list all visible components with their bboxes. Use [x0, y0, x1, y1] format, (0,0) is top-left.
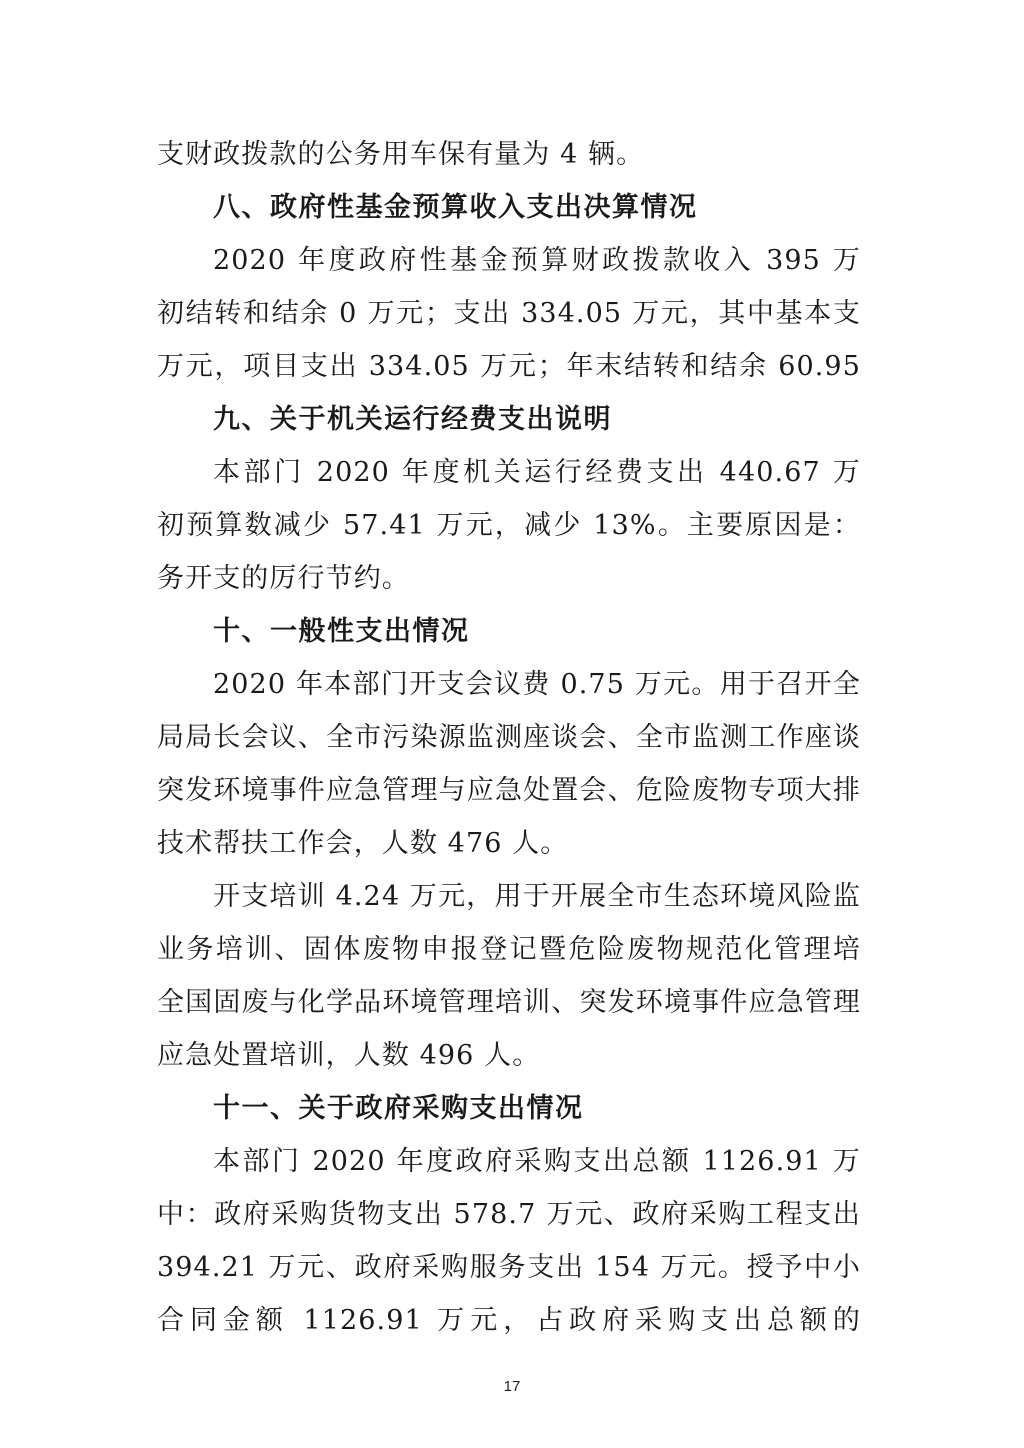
body-line: 局局长会议、全市污染源监测座谈会、全市监测工作座谈 — [157, 722, 861, 753]
body-line: 初结转和结余 0 万元；支出 334.05 万元，其中基本支 — [157, 298, 861, 329]
body-line: 本部门 2020 年度机关运行经费支出 440.67 万 — [213, 457, 861, 488]
body-line: 技术帮扶工作会，人数 476 人。 — [157, 828, 569, 859]
body-line: 2020 年本部门开支会议费 0.75 万元。用于召开全 — [213, 669, 861, 700]
body-line: 开支培训 4.24 万元，用于开展全市生态环境风险监 — [213, 881, 861, 912]
body-line: 合同金额 1126.91 万元，占政府采购支出总额的 — [157, 1305, 861, 1336]
body-line: 务开支的厉行节约。 — [157, 563, 410, 594]
body-line: 初预算数减少 57.41 万元，减少 13%。主要原因是： — [157, 510, 861, 541]
section-heading: 十一、关于政府采购支出情况 — [213, 1093, 584, 1124]
body-line: 2020 年度政府性基金预算财政拨款收入 395 万 — [213, 245, 861, 276]
page-number: 17 — [503, 1378, 521, 1395]
section-heading: 九、关于机关运行经费支出说明 — [213, 404, 612, 435]
body-line: 394.21 万元、政府采购服务支出 154 万元。授予中小 — [157, 1252, 861, 1283]
body-line: 万元，项目支出 334.05 万元；年末结转和结余 60.95 — [157, 351, 861, 382]
body-line: 中：政府采购货物支出 578.7 万元、政府采购工程支出 — [157, 1199, 861, 1230]
body-line: 支财政拨款的公务用车保有量为 4 辆。 — [157, 139, 645, 170]
body-line: 本部门 2020 年度政府采购支出总额 1126.91 万 — [213, 1146, 861, 1177]
body-line: 全国固废与化学品环境管理培训、突发环境事件应急管理 — [157, 987, 861, 1018]
body-line: 突发环境事件应急管理与应急处置会、危险废物专项大排 — [157, 775, 861, 806]
body-line: 业务培训、固体废物申报登记暨危险废物规范化管理培 — [157, 934, 861, 965]
body-line: 应急处置培训，人数 496 人。 — [157, 1040, 541, 1071]
section-heading: 八、政府性基金预算收入支出决算情况 — [213, 192, 698, 223]
section-heading: 十、一般性支出情况 — [213, 616, 470, 647]
document-body — [157, 128, 861, 1347]
